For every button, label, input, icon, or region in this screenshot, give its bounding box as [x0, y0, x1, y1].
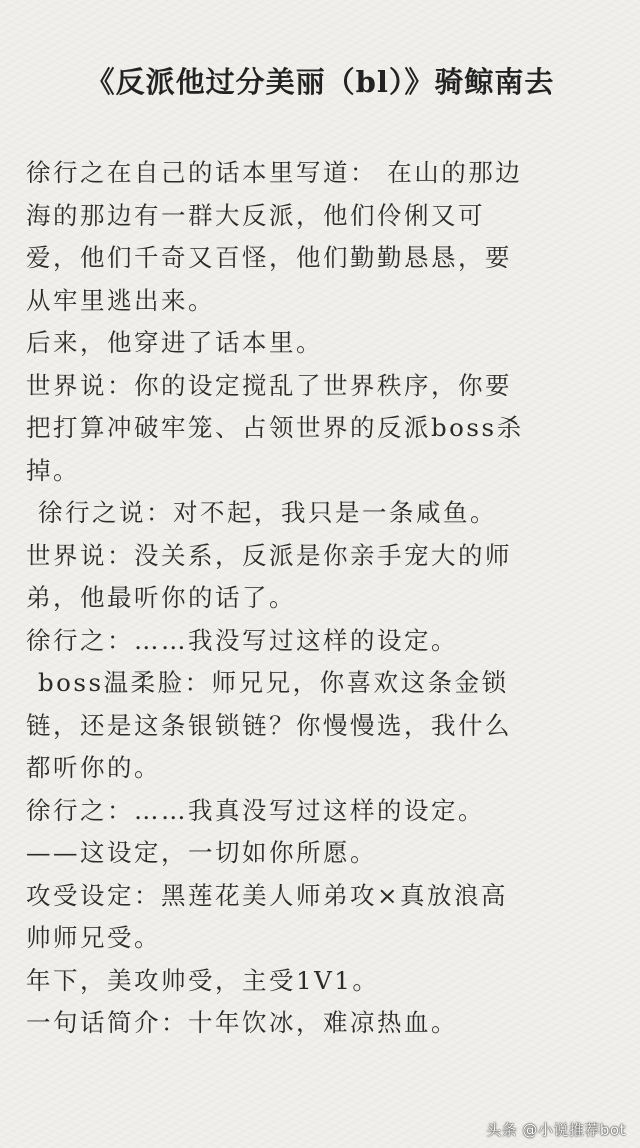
body-line: 掉。: [26, 455, 80, 485]
body-line: 海的那边有一群大反派，他们伶俐又可: [26, 200, 485, 230]
body-line: 年下，美攻帅受，主受1V1。: [26, 965, 380, 995]
body-line: ——这设定，一切如你所愿。: [26, 838, 377, 867]
watermark: 头条 @小说推荐bot: [486, 1121, 626, 1139]
body-line: 链，还是这条银锁链？你慢慢选，我什么: [26, 710, 512, 740]
body-line: 徐行之：……我真没写过这样的设定。: [26, 795, 485, 825]
body-line: 爱，他们千奇又百怪，他们勤勤恳恳，要: [26, 243, 512, 272]
synopsis-body: [26, 152, 616, 1045]
body-line: 徐行之在自己的话本里写道： 在山的那边: [26, 158, 523, 187]
body-line: 弟，他最听你的话了。: [26, 583, 296, 612]
body-line: 徐行之：……我没写过这样的设定。: [26, 625, 458, 655]
body-line: 一句话简介：十年饮冰，难凉热血。: [26, 1008, 458, 1037]
body-line: 帅师兄受。: [26, 923, 161, 952]
body-line: 后来，他穿进了话本里。: [26, 328, 323, 357]
body-line: boss温柔脸：师兄兄，你喜欢这条金锁: [38, 668, 509, 697]
body-line: 世界说：没关系，反派是你亲手宠大的师: [26, 540, 512, 570]
body-line: 攻受设定：黑莲花美人师弟攻×真放浪高: [26, 880, 509, 910]
body-line: 都听你的。: [26, 753, 161, 782]
page-title: 《反派他过分美丽（bl）》骑鲸南去: [85, 65, 555, 99]
body-line: 世界说：你的设定搅乱了世界秩序，你要: [26, 370, 512, 400]
body-line: 徐行之说：对不起，我只是一条咸鱼。: [38, 498, 497, 527]
body-line: 从牢里逃出来。: [26, 285, 215, 315]
body-line: 把打算冲破牢笼、占领世界的反派boss杀: [26, 413, 524, 442]
